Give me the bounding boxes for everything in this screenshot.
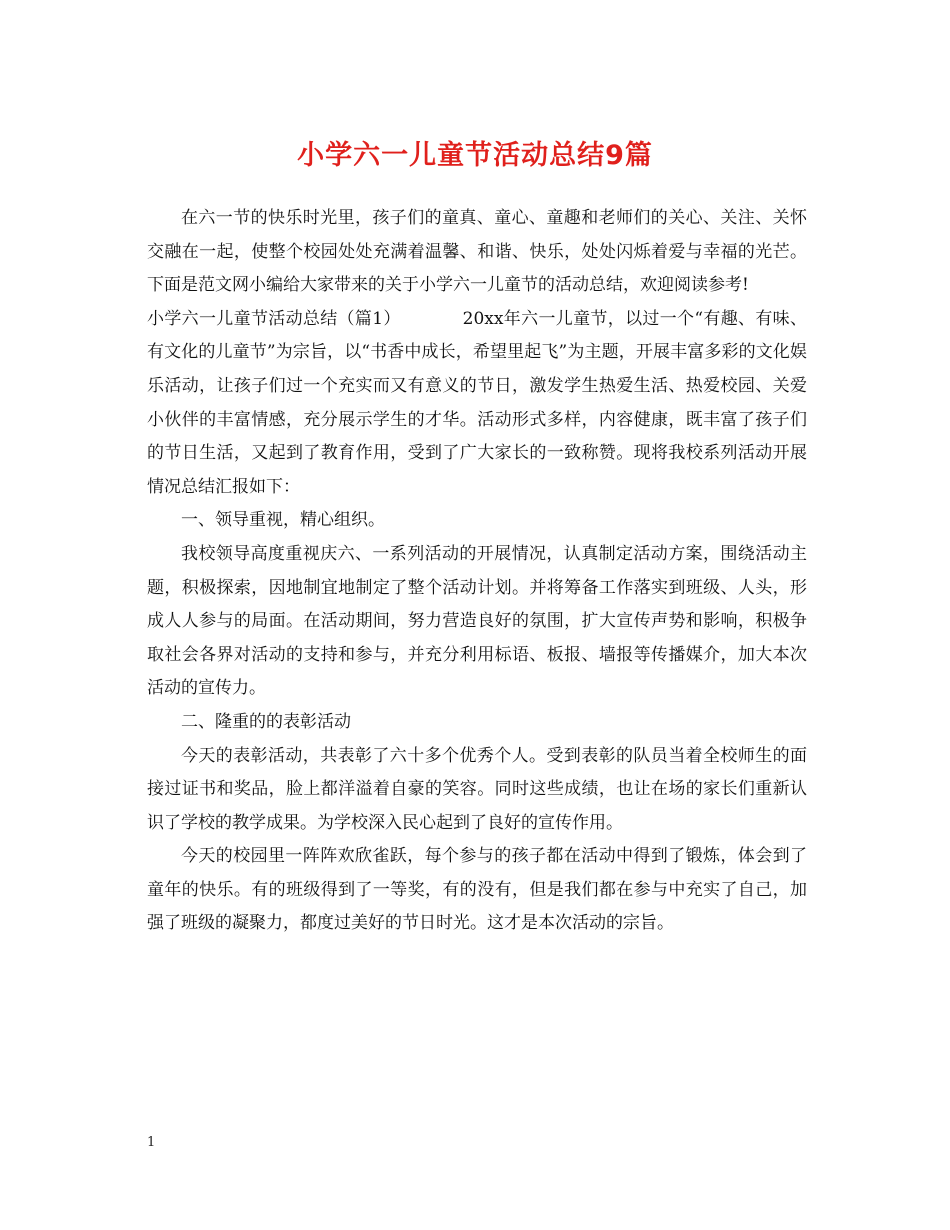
heading-leadership: 一、领导重视，精心组织。 [181,510,385,531]
section-paragraph [147,303,807,505]
paragraph-commendation: 今天的表彰活动，共表彰了六十多个优秀个人。受到表彰的队员当着全校师生的面接过证书和奖品，脸上都洋溢着自豪的笑容。同时这些成绩，也让在场的家长们重新认识了学校的教学成果。为学校深入民心起到了良好的宣传作用。 [147,745,807,833]
paragraph-leadership: 我校领导高度重视庆六、一系列活动的开展情况，认真制定活动方案，围绕活动主题，积极探索，因地制宜地制定了整个活动计划。并将筹备工作落实到班级、人头，形成人人参与的局面。在活动期间，努力营造良好的氛围，扩大宣传声势和影响，积极争取社会各界对活动的支持和参与，并充分利用标语、板报、墙报等传播媒介，加大本次活动的宣传力。 [147,543,807,699]
intro-paragraph: 在六一节的快乐时光里，孩子们的童真、童心、童趣和老师们的关心、关注、关怀交融在一起，使整个校园处处充满着温馨、和谐、快乐，处处闪烁着爱与幸福的光芒。下面是范文网小编给大家带来的关于小学六一儿童节的活动总结，欢迎阅读参考! [147,208,807,296]
heading-commendation: 二、隆重的的表彰活动 [181,711,351,732]
paragraph-campus: 今天的校园里一阵阵欢欣雀跃，每个参与的孩子都在活动中得到了锻炼，体会到了童年的快乐。有的班级得到了一等奖，有的没有，但是我们都在参与中充实了自己，加强了班级的凝聚力，都度过美好的节日时光。这才是本次活动的宗旨。 [147,846,807,934]
section-heading: 小学六一儿童节活动总结（篇1） [147,308,401,329]
document-title: 小学六一儿童节活动总结9篇 [297,140,653,171]
section-body: 20xx年六一儿童节，以过一个“有趣、有味、有文化的儿童节”为宗旨，以“书香中成长，希望里起飞”为主题，开展丰富多彩的文化娱乐活动，让孩子们过一个充实而又有意义的节日，激发学生热爱生活、热爱校园、关爱小伙伴的丰富情感，充分展示学生的才华。活动形式多样，内容健康，既丰富了孩子们的节日生活，又起到了教育作用，受到了广大家长的一致称赞。现将我校系列活动开展情况总结汇报如下： [147,308,807,497]
document-body [147,202,807,941]
page-number: 1 [147,1135,156,1150]
